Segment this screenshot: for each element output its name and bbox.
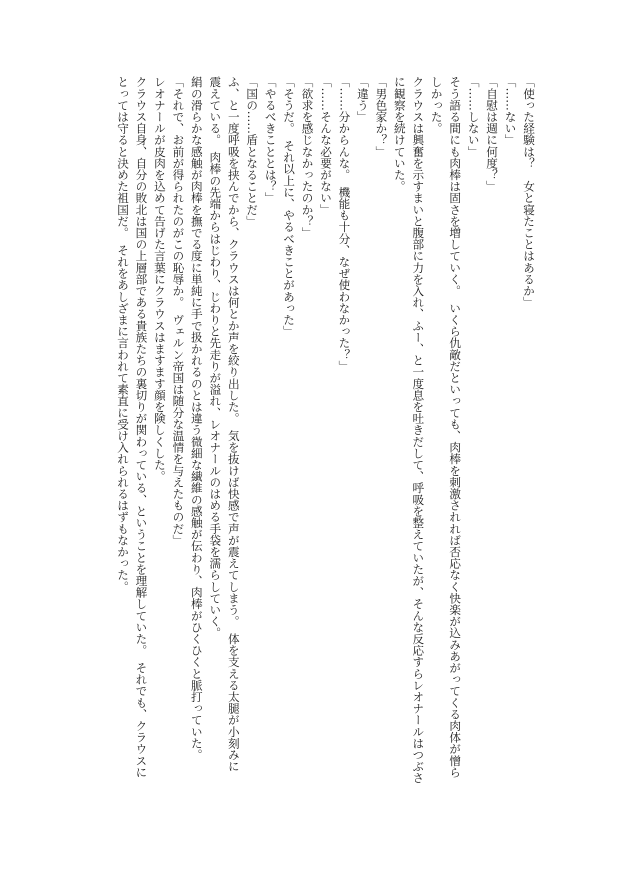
text-line: 「違う」 xyxy=(355,76,370,123)
text-line: 「……しない」 xyxy=(466,76,481,158)
text-line: 「男色家か？」 xyxy=(374,76,389,158)
text-line: 「……ない」 xyxy=(503,76,518,146)
text-line: に観察を続けていた。 xyxy=(392,76,407,192)
text-line: 「使った経験は？ 女と寝たことはあるか」 xyxy=(522,76,536,308)
vertical-text-body xyxy=(83,76,538,806)
text-line: 「やるべきこととは？」 xyxy=(263,76,278,204)
text-line: クラウス自身、自分の敗北は国の上層部である貴族たちの裏切りが関わっている、ということを理解していた。 それでも、クラウスに xyxy=(134,76,149,778)
text-line: 「自慰は週に何度？」 xyxy=(485,76,500,192)
text-line: 「……分からんな。 機能も十分、なぜ使わなかった？」 xyxy=(337,76,352,372)
text-line: 「……そんな必要がない」 xyxy=(319,76,334,216)
text-line: 震えている。 肉棒の先端からはじわり、じわりと先走りが溢れ、レオナールのはめる手袋を濡らしていく。 xyxy=(208,76,223,639)
text-line: しかった。 xyxy=(429,76,444,134)
text-line: そう語る間にも肉棒は固さを増していく。 いくら仇敵だといっても、肉棒を刺激されれば否応なく快楽が込みあがってくる肉体が憎ら xyxy=(448,76,463,778)
text-line: レオナールが皮肉を込めて告げた言葉にクラウスはますます顔を険しくした。 xyxy=(152,76,167,482)
text-line: 「それで、お前が得られたのがこの恥辱か。 ヴェルン帝国は随分な温情を与えたものだ」 xyxy=(171,76,186,546)
text-line: とっては守ると決めた祖国だ。 それをあしざまに言われて素直に受け入れられるはずもなかった。 xyxy=(116,76,131,593)
text-line: ふ、と一度呼吸を挟んでから、クラウスは何とか声を絞り出した。 気を抜けば快感で声が震えてしまう。 体を支える太腿が小刻みに xyxy=(226,76,241,772)
text-line: 「国の……盾となることだ」 xyxy=(245,76,260,227)
text-line: クラウスは興奮を示すまいと腹部に力を入れ、ふー、と一度息を吐きだして、呼吸を整えていたが、そんな反応すらレオナールはつぶさ xyxy=(411,76,426,784)
text-line: 「欲求を感じなかったのか？」 xyxy=(300,76,315,239)
text-line: 「そうだ。 それ以上に、やるべきことがあった」 xyxy=(282,76,297,337)
text-line: 絹の滑らかな感触が肉棒を撫でる度に単純に手で扱かれるのとは違う微細な繊維の感触が伝わり、肉棒がひくひくと脈打っていた。 xyxy=(189,76,204,761)
